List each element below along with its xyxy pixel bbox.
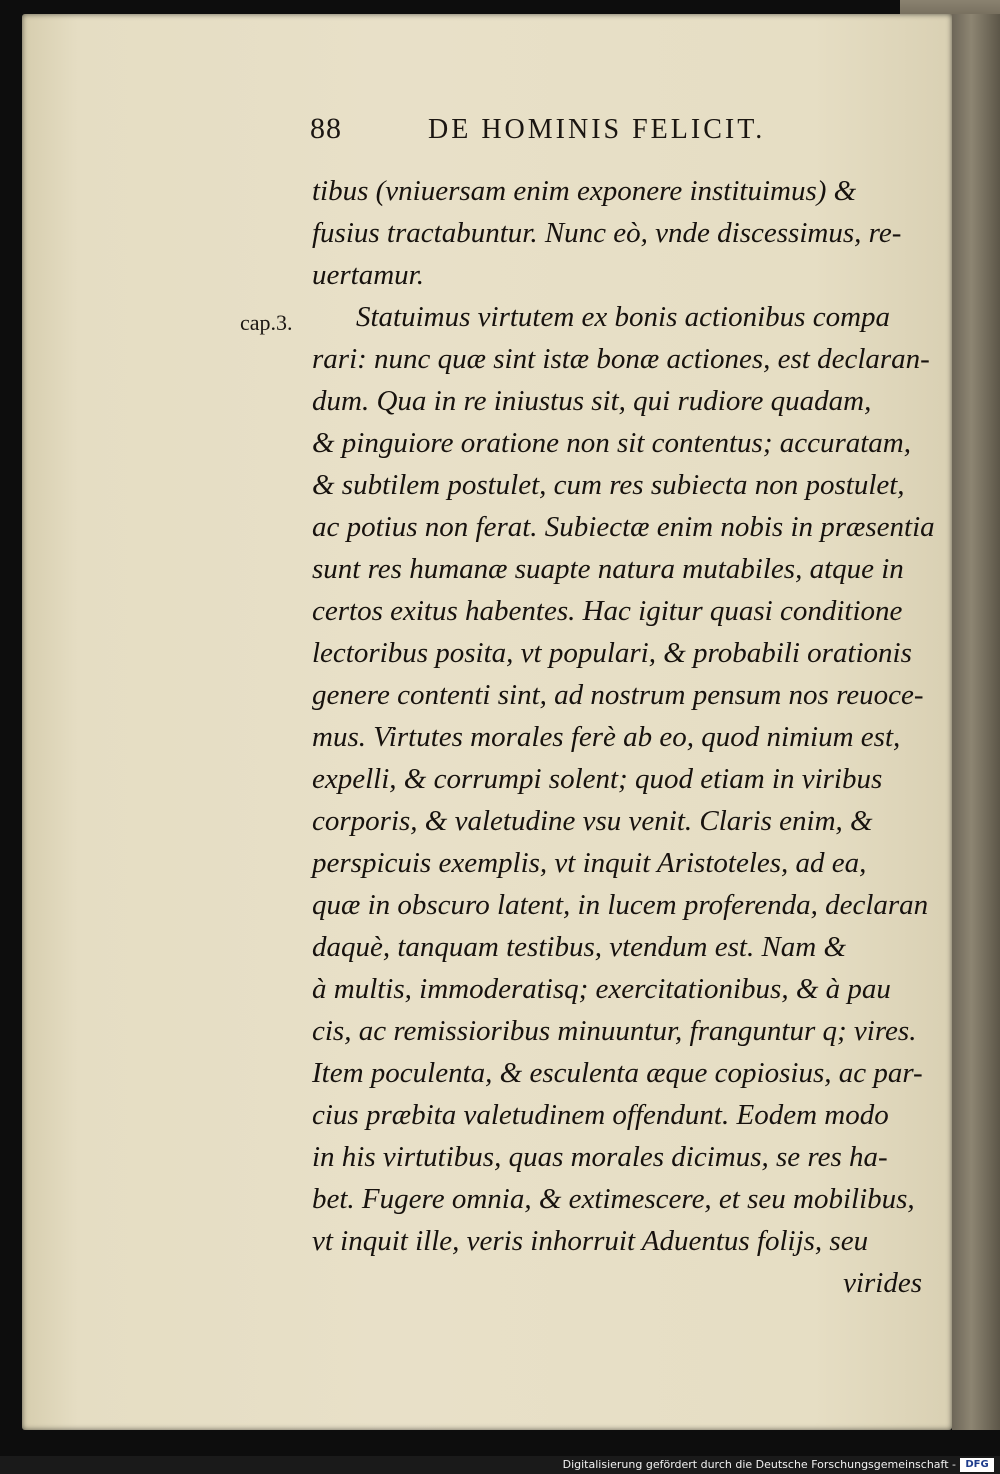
text-line: Item poculenta, & esculenta æque copiosius, ac par- (312, 1057, 923, 1089)
text-line: daquè, tanquam testibus, vtendum est. Nam & (312, 931, 847, 963)
text-line: lectoribus posita, vt populari, & probabili orationis (312, 637, 912, 669)
text-line: perspicuis exemplis, vt inquit Aristoteles, ad ea, (312, 847, 867, 879)
dfg-logo: DFG (960, 1458, 994, 1472)
text-line: in his virtutibus, quas morales dicimus, se res ha- (312, 1141, 888, 1173)
text-line: fusius tractabuntur. Nunc eò, vnde discessimus, re- (312, 217, 902, 249)
text-line: expelli, & corrumpi solent; quod etiam in viribus (312, 763, 883, 795)
text-line: uertamur. (312, 259, 424, 291)
text-line: ac potius non ferat. Subiectæ enim nobis in præsentia (312, 511, 935, 543)
text-line: rari: nunc quæ sint istæ bonæ actiones, est declaran- (312, 343, 930, 375)
page-number: 88 (310, 112, 342, 145)
running-title: DE HOMINIS FELICIT. (428, 114, 766, 145)
text-line: tibus (vniuersam enim exponere instituimus) & (312, 175, 857, 207)
text-line: bet. Fugere omnia, & extimescere, et seu mobilibus, (312, 1183, 915, 1215)
text-line: cis, ac remissioribus minuuntur, franguntur q; vires. (312, 1015, 917, 1047)
text-line: cius præbita valetudinem offendunt. Eodem modo (312, 1099, 889, 1131)
text-line: genere contenti sint, ad nostrum pensum nos reuoce- (312, 679, 924, 711)
text-line: sunt res humanæ suapte natura mutabiles, atque in (312, 553, 904, 585)
catchword: virides (843, 1267, 922, 1299)
text-line: certos exitus habentes. Hac igitur quasi conditione (312, 595, 903, 627)
running-head (310, 112, 850, 152)
text-line: corporis, & valetudine vsu venit. Claris enim, & (312, 805, 873, 837)
text-line: quæ in obscuro latent, in lucem proferenda, declaran (312, 889, 929, 921)
text-line: Statuimus virtutem ex bonis actionibus compa (356, 301, 891, 333)
body-text (312, 170, 942, 1304)
text-line: mus. Virtutes morales ferè ab eo, quod nimium est, (312, 721, 901, 753)
text-line: à multis, immoderatisq; exercitationibus, & à pau (312, 973, 891, 1005)
margin-note: cap.3. (240, 310, 293, 335)
text-line: & pinguiore oratione non sit contentus; accuratam, (312, 427, 912, 459)
text-line: vt inquit ille, veris inhorruit Aduentus folijs, seu (312, 1225, 869, 1257)
text-line: dum. Qua in re iniustus sit, qui rudiore quadam, (312, 385, 872, 417)
page-stack-edge (952, 14, 1000, 1430)
text-line: & subtilem postulet, cum res subiecta non postulet, (312, 469, 905, 501)
footer-credit: Digitalisierung gefördert durch die Deutsche Forschungsgemeinschaft - (562, 1458, 956, 1471)
